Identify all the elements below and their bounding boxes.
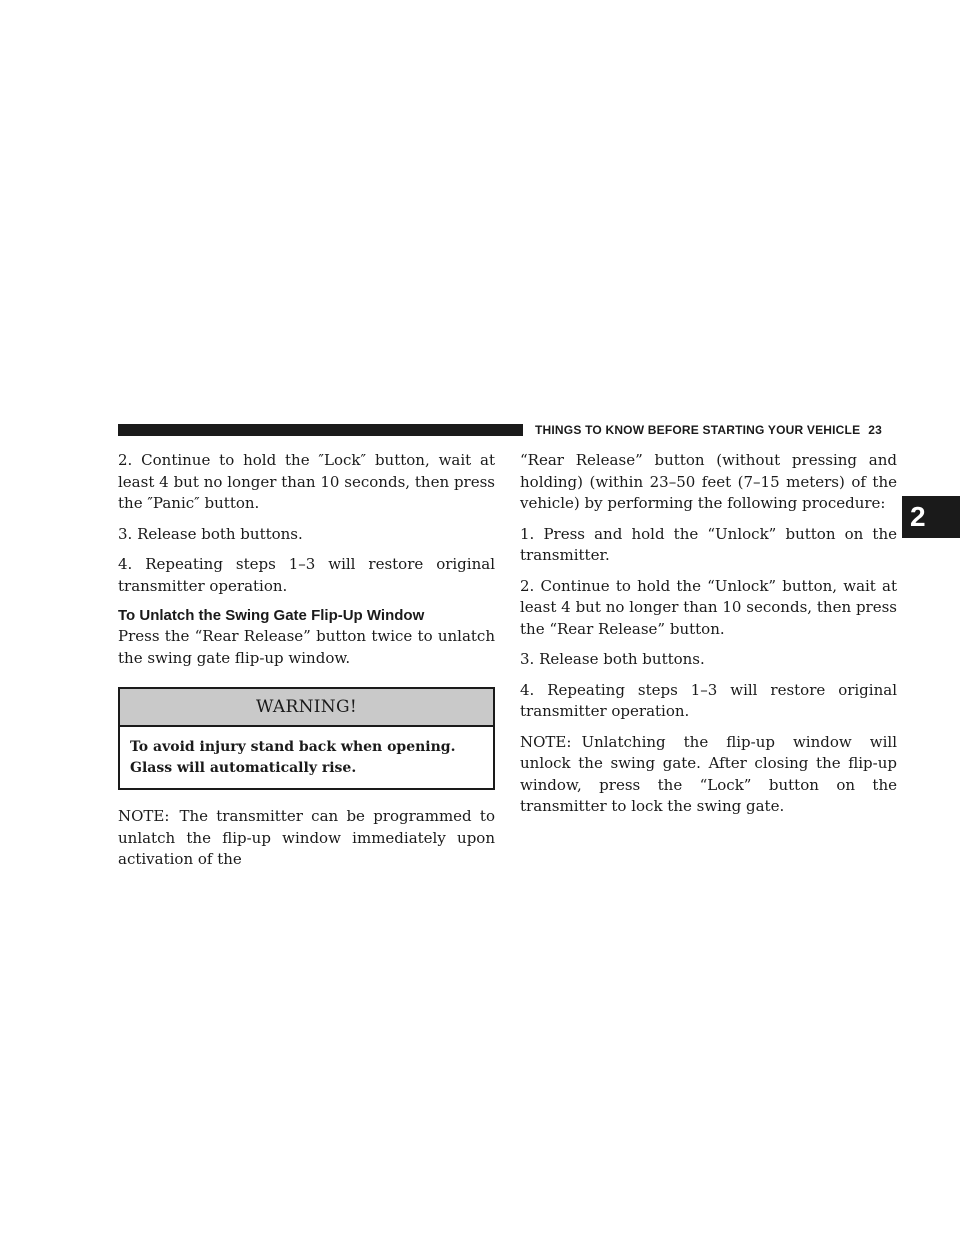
right-step-2: 2. Continue to hold the “Unlock” button, wait at least 4 but no longer than 10 seconds, then press the “Rear Release” button. [520, 576, 897, 638]
left-intro: Press the “Rear Release” button twice to unlatch the swing gate flip-up window. [118, 627, 495, 667]
page-number: 23 [868, 423, 883, 437]
note-label: NOTE: [520, 732, 572, 751]
left-step-3: 3. Release both buttons. [118, 524, 303, 543]
right-step-3: 3. Release both buttons. [520, 650, 705, 668]
right-note [520, 732, 897, 818]
note-text: Unlatching the flip-up window will unlock the swing gate. After closing the flip-up window, press the “Lock” button on the transmitter to lock the swing gate. [520, 732, 897, 815]
right-step-1: 1. Press and hold the “Unlock” button on the transmitter. [520, 524, 897, 564]
warning-title: WARNING! [120, 689, 493, 727]
header-title-text: THINGS TO KNOW BEFORE STARTING YOUR VEHICLE [535, 423, 861, 437]
header-rule [118, 424, 523, 436]
right-continuation: “Rear Release” button (without pressing and holding) (within 23–50 feet (7–15 meters) of the vehicle) by performing the following procedure: [520, 451, 897, 512]
running-header [535, 422, 895, 438]
chapter-tab: 2 [902, 496, 960, 538]
left-step-4: 4. Repeating steps 1–3 will restore original transmitter operation. [118, 555, 495, 595]
warning-text: To avoid injury stand back when opening. Glass will automatically rise. [130, 739, 456, 776]
section-subheading: To Unlatch the Swing Gate Flip-Up Window [118, 607, 425, 624]
right-step-4: 4. Repeating steps 1–3 will restore original transmitter operation. [520, 680, 897, 720]
left-step-2: 2. Continue to hold the ″Lock″ button, wait at least 4 but no longer than 10 seconds, then press the ″Panic″ button. [118, 451, 495, 512]
left-note [118, 806, 495, 871]
note-label: NOTE: [118, 807, 170, 825]
right-column [520, 450, 897, 827]
warning-box [118, 687, 495, 790]
note-text: The transmitter can be programmed to unlatch the flip-up window immediately upon activation of the [118, 807, 495, 868]
left-column [118, 450, 495, 880]
